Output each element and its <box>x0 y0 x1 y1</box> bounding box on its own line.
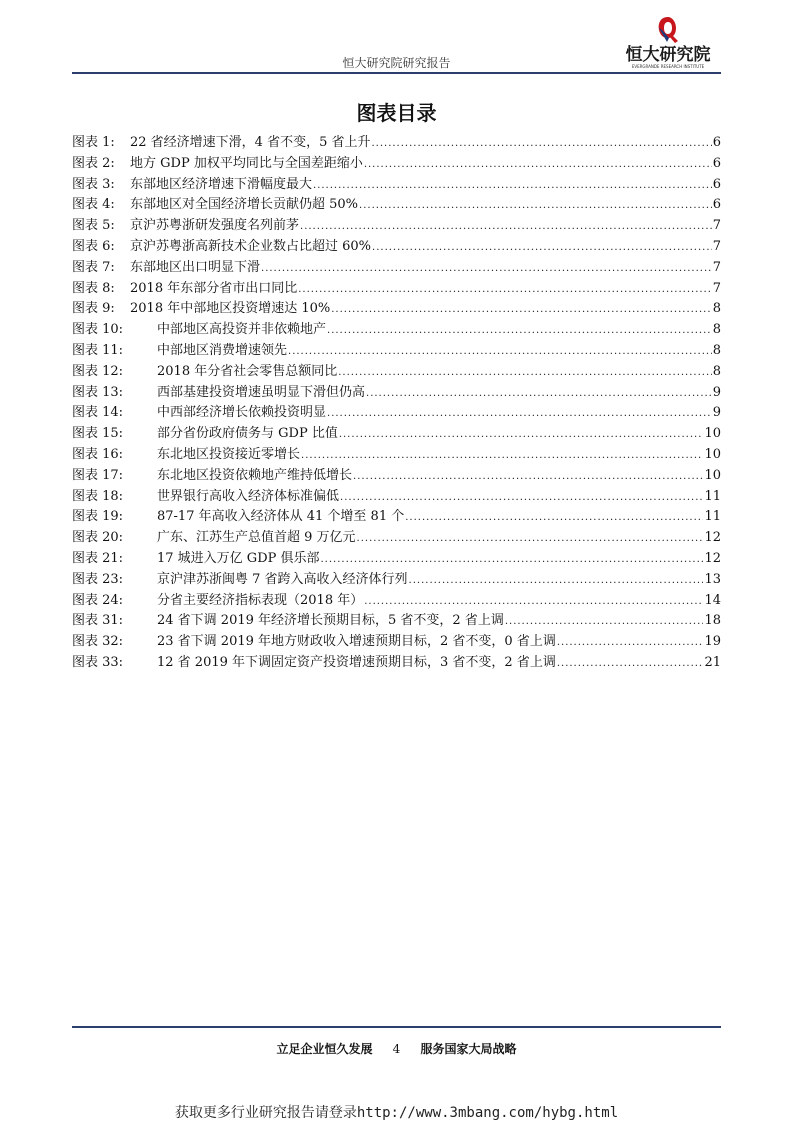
toc-entry[interactable] <box>72 277 721 298</box>
toc-entry[interactable] <box>72 547 721 568</box>
toc-entry-page: 11 <box>704 509 721 525</box>
toc-entry[interactable] <box>72 526 721 547</box>
toc-entry-label: 图表 10: <box>72 322 124 338</box>
toc-entry-title: 12 省 2019 年下调固定资产投资增速预期目标，3 省不变，2 省上调 <box>157 654 556 670</box>
toc-entry-label: 图表 9: <box>72 301 115 317</box>
toc-entry[interactable] <box>72 256 721 277</box>
footer-divider <box>72 1026 721 1028</box>
toc-entry-page: 9 <box>712 384 721 400</box>
toc-entry-page: 14 <box>704 592 721 608</box>
toc-entry-label: 图表 19: <box>72 509 124 525</box>
toc-entry-page: 8 <box>712 363 721 379</box>
toc-entry[interactable] <box>72 318 721 339</box>
toc-entry-label: 图表 32: <box>72 634 124 650</box>
promo-link[interactable]: 获取更多行业研究报告请登录http://www.3mbang.com/hybg.html <box>174 1105 619 1121</box>
toc-entry-page: 11 <box>704 488 721 504</box>
toc-entry-label: 图表 12: <box>72 363 124 379</box>
toc-entry-title: 部分省份政府债务与 GDP 比值 <box>157 426 338 442</box>
toc-entry-page: 8 <box>712 322 721 338</box>
toc-entry[interactable] <box>72 193 721 214</box>
toc-leader-dots <box>288 346 712 357</box>
toc-entry-title: 分省主要经济指标表现（2018 年） <box>157 592 364 608</box>
toc-leader-dots <box>505 616 704 627</box>
toc-entry-page: 12 <box>704 530 721 546</box>
header-divider <box>72 72 721 74</box>
toc-entry[interactable] <box>72 568 721 589</box>
toc-entry-title: 世界银行高收入经济体标准偏低 <box>157 488 340 504</box>
toc-entry-page: 8 <box>712 301 721 317</box>
toc-entry-label: 图表 5: <box>72 218 115 234</box>
toc-entry-page: 7 <box>712 218 721 234</box>
toc-entry-label: 图表 11: <box>72 342 124 358</box>
toc-leader-dots <box>339 429 704 440</box>
logo-subtext: EVERGRANDE RESEARCH INSTITUTE <box>631 64 705 69</box>
toc-entry-page: 18 <box>704 613 721 629</box>
toc-entry[interactable] <box>72 422 721 443</box>
toc-leader-dots <box>327 325 712 336</box>
toc-entry[interactable] <box>72 589 721 610</box>
toc-entry[interactable] <box>72 651 721 672</box>
header-title: 恒大研究院研究报告 <box>342 56 451 70</box>
toc-entry[interactable] <box>72 173 721 194</box>
toc-leader-dots <box>261 263 712 274</box>
toc-entry-title: 京沪津苏浙闽粤 7 省跨入高收入经济体行列 <box>157 571 408 587</box>
toc-entry-page: 21 <box>704 654 721 670</box>
toc-entry-title: 23 省下调 2019 年地方财政收入增速预期目标，2 省不变，0 省上调 <box>157 634 556 650</box>
toc-entry-page: 10 <box>704 446 721 462</box>
toc-leader-dots <box>301 450 703 461</box>
toc-entry-label: 图表 20: <box>72 530 124 546</box>
toc-leader-dots <box>340 492 703 503</box>
table-of-figures <box>72 131 721 672</box>
toc-entry[interactable] <box>72 443 721 464</box>
toc-leader-dots <box>327 408 712 419</box>
toc-entry-title: 中部地区高投资并非依赖地产 <box>157 322 327 338</box>
toc-leader-dots <box>359 200 712 211</box>
page-title: 图表目录 <box>356 101 437 125</box>
logo-emblem-icon <box>653 14 683 46</box>
toc-entry-page: 6 <box>712 197 721 213</box>
toc-entry[interactable] <box>72 464 721 485</box>
toc-entry-label: 图表 14: <box>72 405 124 421</box>
toc-entry-title: 东部地区对全国经济增长贡献仍超 50% <box>130 197 359 213</box>
toc-entry-title: 东部地区经济增速下滑幅度最大 <box>130 176 313 192</box>
toc-entry-page: 6 <box>712 135 721 150</box>
toc-entry-label: 图表 21: <box>72 550 124 566</box>
toc-leader-dots <box>313 180 712 191</box>
toc-leader-dots <box>372 242 712 253</box>
toc-entry-label: 图表 7: <box>72 259 115 275</box>
toc-entry-title: 西部基建投资增速虽明显下滑但仍高 <box>157 384 366 400</box>
toc-leader-dots <box>338 367 712 378</box>
toc-leader-dots <box>371 138 711 149</box>
toc-entry-label: 图表 16: <box>72 446 124 462</box>
toc-entry-title: 2018 年中部地区投资增速达 10% <box>130 301 331 317</box>
toc-leader-dots <box>409 575 704 586</box>
toc-entry-title: 87-17 年高收入经济体从 41 个增至 81 个 <box>157 509 405 525</box>
toc-entry-label: 图表 2: <box>72 155 115 171</box>
toc-entry[interactable] <box>72 401 721 422</box>
toc-leader-dots <box>353 471 703 482</box>
toc-entry-page: 6 <box>712 176 721 192</box>
toc-entry-label: 图表 31: <box>72 613 124 629</box>
toc-entry-title: 2018 年分省社会零售总额同比 <box>157 363 338 379</box>
toc-leader-dots <box>300 221 712 232</box>
toc-entry-page: 10 <box>704 467 721 483</box>
toc-entry[interactable] <box>72 297 721 318</box>
toc-leader-dots <box>298 284 712 295</box>
evergrande-logo <box>616 14 720 72</box>
toc-entry-title: 中西部经济增长依赖投资明显 <box>157 405 327 421</box>
footer-slogan-right: 服务国家大局战略 <box>420 1042 517 1056</box>
toc-leader-dots <box>331 304 711 315</box>
toc-leader-dots <box>557 658 704 669</box>
toc-leader-dots <box>357 533 704 544</box>
toc-entry[interactable] <box>72 131 721 152</box>
toc-entry[interactable] <box>72 360 721 381</box>
toc-entry-title: 22 省经济增速下滑，4 省不变，5 省上升 <box>130 135 371 150</box>
toc-entry-title: 东北地区投资依赖地产维持低增长 <box>157 467 353 483</box>
toc-entry-label: 图表 23: <box>72 571 124 587</box>
toc-entry-page: 10 <box>704 426 721 442</box>
toc-entry-title: 24 省下调 2019 年经济增长预期目标，5 省不变，2 省上调 <box>157 613 504 629</box>
toc-entry[interactable] <box>72 381 721 402</box>
toc-entry-page: 9 <box>712 405 721 421</box>
toc-entry-label: 图表 18: <box>72 488 124 504</box>
toc-entry-page: 13 <box>704 571 721 587</box>
toc-entry-label: 图表 17: <box>72 467 124 483</box>
toc-entry-page: 19 <box>704 634 721 650</box>
page-number: 4 <box>392 1042 401 1056</box>
toc-entry-label: 图表 1: <box>72 135 115 150</box>
toc-entry-title: 2018 年东部分省市出口同比 <box>130 280 298 296</box>
toc-entry-page: 12 <box>704 550 721 566</box>
toc-entry[interactable] <box>72 214 721 235</box>
toc-entry-label: 图表 3: <box>72 176 115 192</box>
toc-leader-dots <box>364 596 703 607</box>
footer <box>0 1040 793 1057</box>
toc-entry-page: 7 <box>712 238 721 254</box>
toc-entry[interactable] <box>72 235 721 256</box>
toc-entry[interactable] <box>72 609 721 630</box>
toc-entry-title: 京沪苏粤浙高新技术企业数占比超过 60% <box>130 238 372 254</box>
toc-entry-title: 京沪苏粤浙研发强度名列前茅 <box>130 218 300 234</box>
toc-entry-label: 图表 24: <box>72 592 124 608</box>
toc-leader-dots <box>321 554 704 565</box>
toc-entry-page: 7 <box>712 280 721 296</box>
toc-entry-label: 图表 4: <box>72 197 115 213</box>
toc-entry[interactable] <box>72 339 721 360</box>
toc-entry-title: 东北地区投资接近零增长 <box>157 446 301 462</box>
toc-entry-label: 图表 33: <box>72 654 124 670</box>
toc-entry-label: 图表 13: <box>72 384 124 400</box>
toc-entry-label: 图表 15: <box>72 426 124 442</box>
toc-entry[interactable] <box>72 505 721 526</box>
toc-entry-page: 6 <box>712 155 721 171</box>
toc-entry[interactable] <box>72 485 721 506</box>
logo-text: 恒大研究院 <box>625 45 711 65</box>
toc-entry[interactable] <box>72 152 721 173</box>
toc-entry-title: 地方 GDP 加权平均同比与全国差距缩小 <box>130 155 363 171</box>
toc-entry-label: 图表 8: <box>72 280 115 296</box>
toc-entry-title: 东部地区出口明显下滑 <box>130 259 261 275</box>
toc-entry-page: 7 <box>712 259 721 275</box>
toc-leader-dots <box>366 388 712 399</box>
toc-entry-title: 17 城进入万亿 GDP 俱乐部 <box>157 550 320 566</box>
toc-entry-title: 中部地区消费增速领先 <box>157 342 288 358</box>
toc-entry[interactable] <box>72 630 721 651</box>
footer-slogan-left: 立足企业恒久发展 <box>276 1042 373 1056</box>
toc-entry-label: 图表 6: <box>72 238 115 254</box>
toc-entry-page: 8 <box>712 342 721 358</box>
toc-leader-dots <box>557 637 704 648</box>
toc-leader-dots <box>364 159 712 170</box>
toc-entry-title: 广东、江苏生产总值首超 9 万亿元 <box>157 530 356 546</box>
toc-leader-dots <box>405 512 703 523</box>
